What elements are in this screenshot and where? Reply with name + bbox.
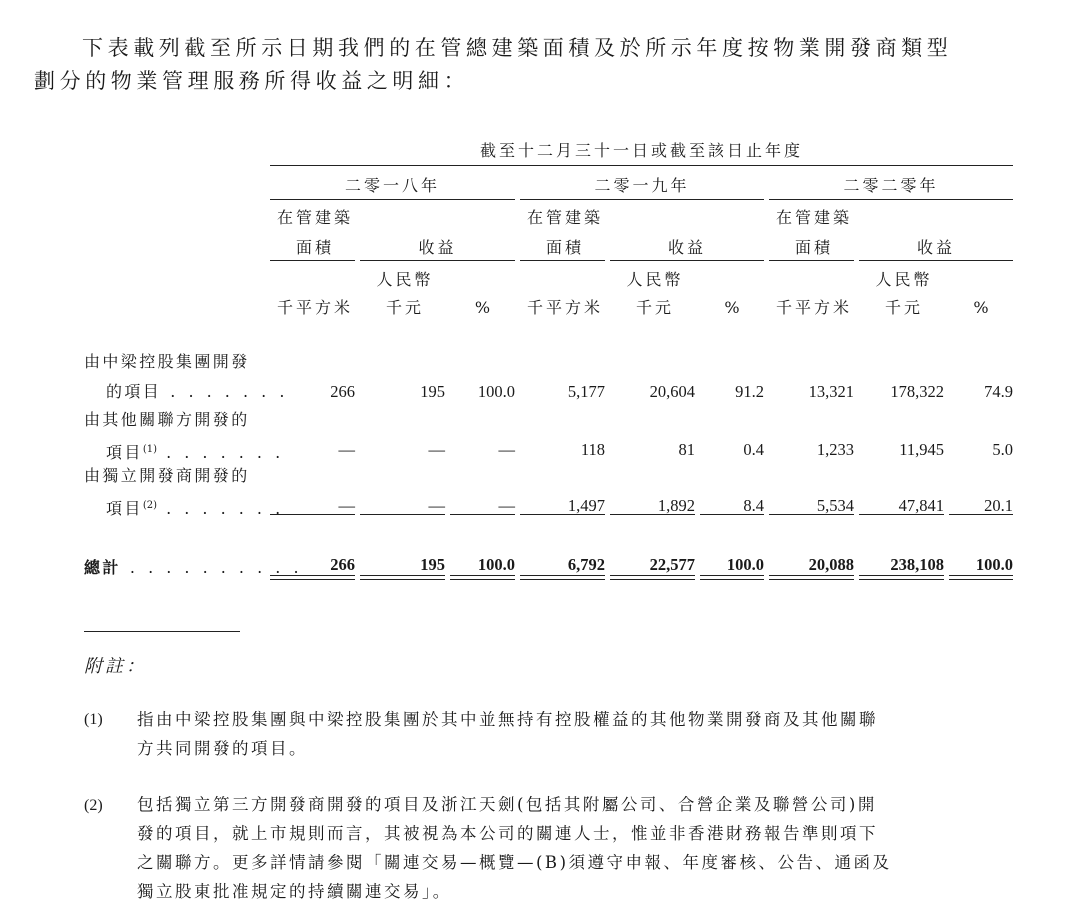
rule-total-4	[520, 575, 605, 580]
total-cell: 100.0	[477, 555, 515, 574]
rule-total-8	[859, 575, 944, 580]
note-2-line-1: 包括獨立第三方開發商開發的項目及浙江天劍(包括其附屬公司、合營企業及聯營公司)開	[137, 795, 877, 814]
rule-period	[270, 165, 1013, 166]
table-cell: 118	[580, 440, 605, 459]
footnote-rule	[84, 631, 240, 632]
table-cell: 1,892	[657, 496, 695, 515]
unit-thousand-2018: 千元	[385, 298, 424, 317]
table-cell: 74.9	[984, 382, 1013, 401]
rule-gfa-2019	[520, 260, 605, 261]
rule-total-3	[450, 575, 515, 580]
unit-pct-2020: %	[973, 298, 989, 317]
total-cell: 20,088	[808, 555, 854, 574]
note-ref-1: (1)	[142, 444, 157, 455]
table-cell: —	[338, 440, 355, 459]
row-label-independent-l1: 由獨立開發商開發的	[84, 466, 250, 485]
year-2018: 二零一八年	[344, 176, 440, 195]
row-label-zhongliang-l2: 的項目 . . . . . . .	[106, 382, 289, 401]
gfa-header-2019-l2: 面積	[545, 238, 584, 257]
table-cell: 195	[420, 382, 445, 401]
rule-sub-2	[360, 514, 445, 515]
unit-pct-2019: %	[724, 298, 740, 317]
table-cell: 0.4	[743, 440, 764, 459]
note-ref-2: (2)	[142, 500, 157, 511]
table-cell: —	[428, 496, 445, 515]
total-cell: 266	[330, 555, 355, 574]
table-cell: —	[498, 440, 515, 459]
revenue-header-2018: 收益	[418, 238, 457, 257]
unit-rmb-2018: 人民幣	[376, 270, 434, 289]
note-2-number: (2)	[84, 797, 103, 814]
rule-sub-9	[949, 514, 1013, 515]
table-cell: 1,497	[567, 496, 605, 515]
rule-year-2018	[270, 199, 515, 200]
gfa-header-2020-l1: 在管建築	[775, 208, 852, 227]
rule-gfa-2020	[769, 260, 854, 261]
unit-pct-2018: %	[474, 298, 491, 317]
gfa-header-2018-l2: 面積	[295, 238, 334, 257]
rule-total-2	[360, 575, 445, 580]
note-2-text	[137, 790, 1017, 906]
total-label: 總計 . . . . . . . . . .	[84, 558, 303, 577]
gfa-header-2020-l2: 面積	[794, 238, 833, 257]
table-cell: 11,945	[899, 440, 944, 459]
rule-sub-5	[610, 514, 695, 515]
unit-rmb-2020: 人民幣	[875, 270, 933, 289]
note-2-line-4: 獨立股東批准規定的持續關連交易」。	[137, 882, 452, 901]
unit-sqm-2018: 千平方米	[276, 298, 353, 317]
table-cell: 20,604	[649, 382, 695, 401]
rule-rev-2020	[859, 260, 1013, 261]
table-cell: 5,534	[816, 496, 854, 515]
table-cell: 20.1	[984, 496, 1013, 515]
unit-sqm-2020: 千平方米	[775, 298, 852, 317]
row-label-related-l1: 由其他關聯方開發的	[84, 410, 250, 429]
unit-rmb-2019: 人民幣	[626, 270, 684, 289]
table-cell: 266	[330, 382, 355, 401]
revenue-header-2020: 收益	[916, 238, 955, 257]
gfa-header-2019-l1: 在管建築	[526, 208, 603, 227]
rule-sub-4	[520, 514, 605, 515]
total-cell: 100.0	[975, 555, 1013, 574]
unit-sqm-2019: 千平方米	[526, 298, 603, 317]
rule-total-1	[270, 575, 355, 580]
table-cell: —	[498, 496, 515, 515]
note-1-number: (1)	[84, 711, 103, 728]
rule-sub-1	[270, 514, 355, 515]
rule-rev-2018	[360, 260, 515, 261]
total-cell: 22,577	[649, 555, 695, 574]
rule-year-2020	[769, 199, 1013, 200]
table-cell: 8.4	[743, 496, 764, 515]
notes-title: 附註：	[84, 656, 147, 677]
rule-total-6	[700, 575, 764, 580]
year-2020: 二零二零年	[843, 176, 939, 195]
revenue-header-2019: 收益	[667, 238, 706, 257]
rule-sub-8	[859, 514, 944, 515]
intro-paragraph	[34, 32, 1044, 98]
rule-total-5	[610, 575, 695, 580]
rule-rev-2019	[610, 260, 764, 261]
note-2-line-3: 之關聯方。更多詳情請參閱「關連交易—概覽—(B)須遵守申報、年度審核、公告、通函及	[137, 853, 892, 872]
period-header: 截至十二月三十一日或截至該日止年度	[479, 141, 803, 160]
total-cell: 6,792	[567, 555, 605, 574]
table-cell: 1,233	[816, 440, 854, 459]
rule-sub-7	[769, 514, 854, 515]
table-cell: 91.2	[735, 382, 764, 401]
intro-line-1: 下表載列截至所示日期我們的在管總建築面積及於所示年度按物業開發商類型	[82, 36, 953, 60]
year-2019: 二零一九年	[594, 176, 690, 195]
row-label-related-l2: 項目$^{(1)}$ . . . . . . .	[106, 443, 285, 462]
rule-year-2019	[520, 199, 764, 200]
total-cell: 238,108	[890, 555, 944, 574]
rule-total-7	[769, 575, 854, 580]
rule-sub-6	[700, 514, 764, 515]
unit-thousand-2020: 千元	[884, 298, 923, 317]
rule-total-9	[949, 575, 1013, 580]
note-1-line-1: 指由中梁控股集團與中梁控股集團於其中並無持有控股權益的其他物業開發商及其他關聯	[137, 710, 878, 729]
table-cell: 100.0	[477, 382, 515, 401]
table-cell: 47,841	[898, 496, 944, 515]
table-cell: 178,322	[890, 382, 944, 401]
table-cell: —	[428, 440, 445, 459]
unit-thousand-2019: 千元	[635, 298, 674, 317]
total-cell: 100.0	[726, 555, 764, 574]
gfa-header-2018-l1: 在管建築	[276, 208, 353, 227]
table-cell: 5,177	[567, 382, 605, 401]
row-label-independent-l2: 項目$^{(2)}$ . . . . . . .	[106, 499, 285, 518]
rule-sub-3	[450, 514, 515, 515]
total-cell: 195	[420, 555, 445, 574]
table-cell: 5.0	[992, 440, 1013, 459]
note-2-line-2: 發的項目，就上市規則而言，其被視為本公司的關連人士，惟並非香港財務報告準則項下	[137, 824, 878, 843]
row-label-zhongliang-l1: 由中梁控股集團開發	[84, 352, 250, 371]
rule-gfa-2018	[270, 260, 355, 261]
table-cell: 13,321	[808, 382, 854, 401]
intro-line-2: 劃分的物業管理服務所得收益之明細：	[34, 69, 470, 93]
note-1-text	[137, 705, 1017, 763]
table-cell: —	[338, 496, 355, 515]
note-1-line-2: 方共同開發的項目。	[137, 739, 308, 758]
table-cell: 81	[678, 440, 695, 459]
